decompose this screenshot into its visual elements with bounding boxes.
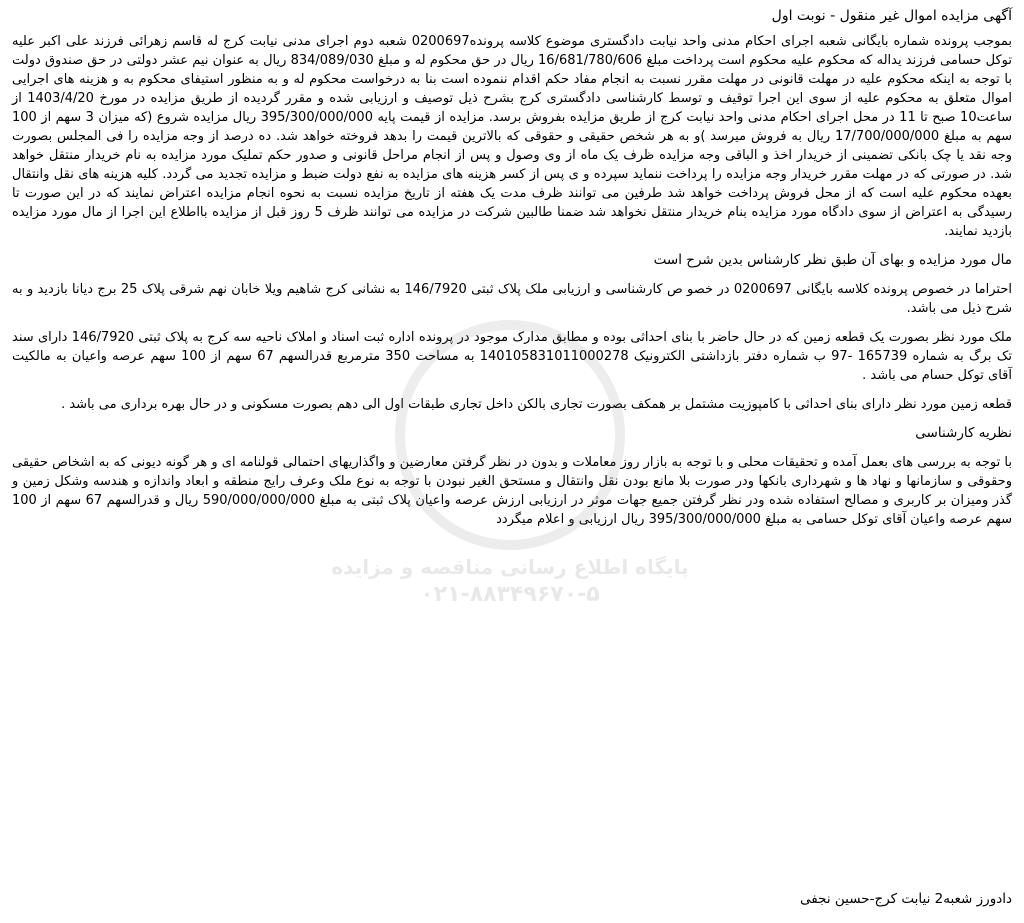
property-description: ملک مورد نظر بصورت یک قطعه زمین که در حال حاضر با بنای احداثی بوده و مطابق مدارک موجود در پرونده اداره ثبت اسناد و املاک ناحیه سه کرج به پلاک ثبتی 146/7920 دارای سند تک برگ به شماره 165739 -97 ب شماره دفتر بازداشتی الکترونیک 140105831011000278 به مساحت 350 مترمربع قدرالسهم 67 سهم از 100 سهم عرصه واعیان به مالکیت آقای توکل حسام می باشد .	[12, 330, 1012, 383]
signature: دادورز شعبه2 نیابت کرج-حسین نجفی	[800, 891, 1012, 907]
notice-title: آگهی مزایده اموال غیر منقول - نوبت اول	[771, 8, 1012, 24]
opinion-text: با توجه به بررسی های بعمل آمده و تحقیقات محلی و با توجه به بازار روز معاملات و بدون در نظر گرفتن معارضین و واگذاریهای احتمالی قولنامه ای و هر گونه دیونی که به اشخاص حقیقی وحقوقی و سازمانها و نهاد ها و شهرداری بانکها ودر صورت بلا مانع بودن نقل وانتقال و مستحق الغیر نبودن با توجه به نوع ملک وعرف رایج منطقه و ابعاد واندازه و هندسه وشکل زمین و گذر ومیزان بر کاربری و مصالح استفاده شده ودر نظر گرفتن جمیع جهات موثر در ارزیابی ارزش عرصه واعیان پلاک ثبتی به مبلغ 590/000/000/000 ریال و قدرالسهم 67 سهم از 100 سهم عرصه واعیان آقای توکل حسامی به مبلغ 395/300/000/000 ریال ارزیابی و اعلام میگردد	[12, 455, 1013, 527]
building-description: قطعه زمین مورد نظر دارای بنای احداثی با کامپوزیت مشتمل بر همکف بصورت تجاری بالکن داخل تجاری طبقات اول الی دهم بصورت مسکونی و در حال بهره برداری می باشد .	[61, 397, 1012, 412]
watermark-phone: ۰۲۱-۸۸۳۴۹۶۷۰-۵	[420, 582, 600, 607]
watermark-text: پایگاه اطلاع رسانی مناقصه و مزایده	[331, 555, 689, 579]
intro-paragraph: بموجب پرونده شماره بایگانی شعبه اجرای احکام مدنی واحد نیابت دادگستری موضوع کلاسه پرونده0200697 شعبه دوم اجرای مدنی نیابت کرج له قاسم زهرائی فرزند علی اکبر علیه توکل حسامی فرزند یداله که محکوم علیه محکوم است پرداخت مبلغ 16/681/780/606 ریال در حق محکوم له و مبلغ 834/089/030 ریال به عنوان نیم عشر دولتی در حق صندوق دولت با توجه به اینکه محکوم علیه در مهلت قانونی در مهلت مقرر نسبت به انجام مفاد حکم اقدام ننموده است بنا به درخواست محکوم له و به منظور استیفای محکوم به و هزینه های اجرایی اموال متعلق به محکوم علیه از سوی این اجرا توقیف و توسط کارشناسی دادگستری کرج بشرح ذیل توصیف و ارزیابی شده و مقرر گردیده از طریق مزایده در مورخ 1403/4/20 از ساعت10 صبح تا 11 در محل اجرای احکام مدنی واحد نیابت کرج از طریق مزایده بفروش برسد. مزایده از قیمت پایه 395/300/000/000 ریال مزایده شروع (که میزان 3 سهم از 100 سهم به مبلغ 17/700/000/000 ریال به فروش میرسد )و به هر شخص حقیقی و حقوقی که بالاترین قیمت را بدهد فروخته خواهد شد. ده درصد از وجه مزایده را فی المجلس بصورت وجه نقد یا چک بانکی تضمینی از خریدار اخذ و الباقی وجه مزایده ظرف یک ماه از وی وصول و پس از انجام مراحل قانونی و صدور حکم تملیک مورد مزایده به نام خریدار منتقل خواهد شد. در صورتی که در مهلت مقرر خریدار وجه مزایده را پرداخت ننماید سپرده و ی پس از کسر هزینه های مزایده به نفع دولت ضبط و مزایده تجدید می گردد. کلیه هزینه های نقل وانتقال بعهده محکوم علیه است که از محل فروش پرداخت خواهد شد طرفین می توانند ظرف مدت یک هفته از تاریخ مزایده نسبت به نحوه انجام مزایده اعتراض نمایند که در این صورت تا رسیدگی به اعتراض از سوی دادگاه مورد مزایده بنام خریدار منتقل نخواهد شد ضمنا طالبین شرکت در مزایده می توانند ظرف 5 روز قبل از مزایده بااطلاع این اجرا از مال مورد مزایده بازدید نمایند.	[12, 34, 1013, 239]
section-heading: مال مورد مزایده و بهای آن طبق نظر کارشناس بدین شرح است	[653, 252, 1012, 268]
expert-intro-paragraph: احتراما در خصوص پرونده کلاسه بایگانی 0200697 در خصو ص کارشناسی و ارزیابی ملک پلاک ثبتی 146/7920 به نشانی کرج شاهیم ویلا خابان نهم شرقی پلاک 25 برج دیانا بازدید و به شرح ذیل می باشد.	[12, 282, 1012, 316]
opinion-heading: نظریه کارشناسی	[915, 425, 1012, 441]
